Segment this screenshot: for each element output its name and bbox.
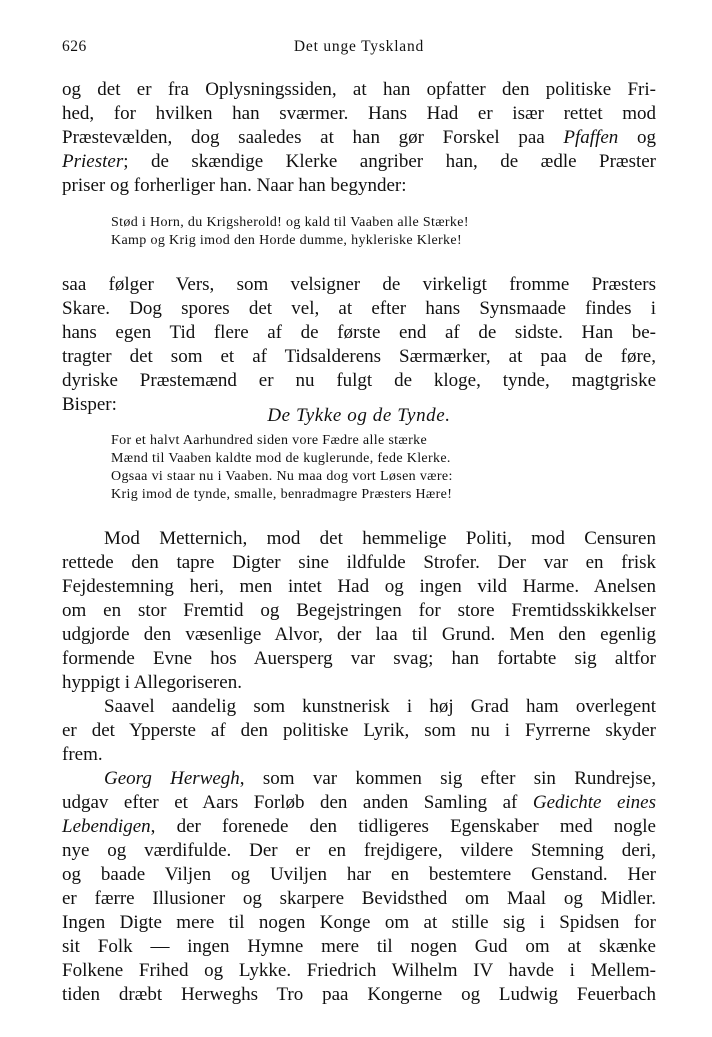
text-line: priser og forherliger han. Naar han begynder: <box>62 175 407 196</box>
text-line: udgjorde den væsenlige Alvor, der laa til Grund. Men den egenlig <box>62 624 656 645</box>
text-line: formende Evne hos Auersperg var svag; han fortabte sig altfor <box>62 648 656 669</box>
text-line: Saavel aandelig som kunstnerisk i høj Grad ham overlegent <box>104 696 656 717</box>
poem-title: De Tykke og de Tynde. <box>267 405 451 426</box>
text-run: ; de skændige Klerke angriber han, de ædle Præster <box>123 151 656 172</box>
text-line <box>62 150 656 174</box>
text-line: saa følger Vers, som velsigner de virkeligt fromme Præsters <box>62 274 656 295</box>
text-line: hed, for hvilken han sværmer. Hans Had er især rettet mod <box>62 103 656 124</box>
text-line <box>104 767 656 791</box>
text-line: Fejdestemning heri, men intet Had og ingen vild Harme. Anelsen <box>62 576 656 597</box>
emphasis-book-title-cont: Lebendigen <box>62 816 151 837</box>
text-line: hyppigt i Allegoriseren. <box>62 672 242 693</box>
text-line <box>62 791 656 815</box>
text-line: frem. <box>62 744 103 765</box>
page-header <box>62 38 656 58</box>
text-line: hans egen Tid flere af de første end af de sidste. Han be- <box>62 322 656 343</box>
text-run: , der forenede den tidligeres Egenskaber med nogle <box>150 816 656 837</box>
page-number: 626 <box>62 38 87 55</box>
text-line: rettede den tapre Digter sine ildfulde Strofer. Der var en frisk <box>62 552 656 573</box>
text-line: Skare. Dog spores det vel, at efter hans Synsmaade findes i <box>62 298 656 319</box>
text-line: Folkene Frihed og Lykke. Friedrich Wilhelm IV havde i Mellem- <box>62 960 656 981</box>
verse-line: Ogsaa vi staar nu i Vaaben. Nu maa dog vort Løsen være: <box>111 469 453 484</box>
verse-line: Krig imod de tynde, smalle, benradmagre Præsters Hære! <box>111 487 453 502</box>
text-line: og det er fra Oplysningssiden, at han opfatter den politiske Fri- <box>62 79 656 100</box>
text-line: sit Folk — ingen Hymne mere til nogen Gud om at skænke <box>62 936 656 957</box>
verse-line: Stød i Horn, du Krigsherold! og kald til Vaaben alle Stærke! <box>111 215 469 230</box>
text-line <box>62 815 656 839</box>
text-line: Bisper: <box>62 394 117 415</box>
emphasis-priester: Priester <box>62 151 124 172</box>
verse-line: Kamp og Krig imod den Horde dumme, hykleriske Klerke! <box>111 233 462 248</box>
running-head: Det unge Tyskland <box>293 38 425 55</box>
emphasis-book-title: Gedichte eines <box>532 792 657 813</box>
verse-line: Mænd til Vaaben kaldte mod de kuglerunde, fede Klerke. <box>111 451 451 466</box>
text-line: tiden dræbt Herweghs Tro paa Kongerne og Ludwig Feuerbach <box>62 984 656 1005</box>
text-run: og <box>637 127 656 148</box>
text-line: dyriske Præstemænd er nu fulgt de kloge, tynde, magtgriske <box>62 370 656 391</box>
text-line: nye og værdifulde. Der er en frejdigere, vildere Stemning deri, <box>62 840 656 861</box>
text-run: Præstevælden, dog saaledes at han gør Forskel paa <box>62 127 545 148</box>
text-line: er færre Illusioner og skarpere Bevidsthed om Maal og Midler. <box>62 888 656 909</box>
emphasis-pfaffen: Pfaffen <box>563 127 619 148</box>
emphasis-author-name: Georg Herwegh <box>104 768 240 789</box>
text-line: Mod Metternich, mod det hemmelige Politi, mod Censuren <box>104 528 656 549</box>
text-run: udgav efter et Aars Forløb den anden Samling af <box>62 792 518 813</box>
text-line <box>62 126 656 150</box>
text-line: tragter det som et af Tidsalderens Særmærker, at paa de føre, <box>62 346 656 367</box>
text-line: og baade Viljen og Uviljen har en bestemtere Genstand. Her <box>62 864 656 885</box>
verse-line: For et halvt Aarhundred siden vore Fædre alle stærke <box>111 433 428 448</box>
text-line: er det Ypperste af den politiske Lyrik, som nu i Fyrrerne skyder <box>62 720 656 741</box>
text-run: , som var kommen sig efter sin Rundrejse, <box>239 768 656 789</box>
text-line: om en stor Fremtid og Begejstringen for store Fremtidsskikkelser <box>62 600 656 621</box>
text-line: Ingen Digte mere til nogen Konge om at stille sig i Spidsen for <box>62 912 656 933</box>
